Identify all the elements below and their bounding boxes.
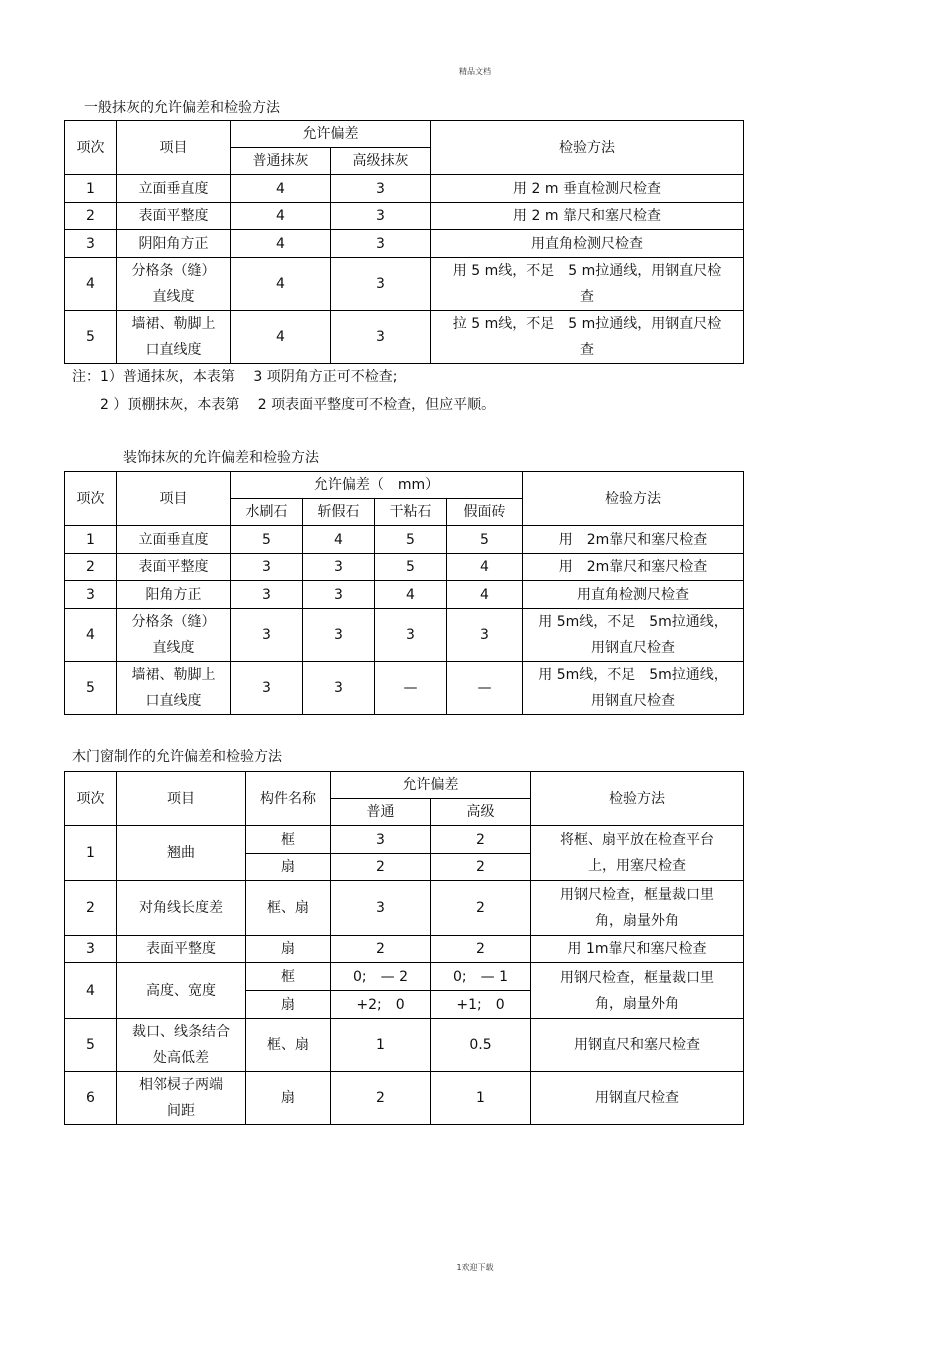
t2-head-s4: 假面砖 xyxy=(447,499,523,526)
row-value: 3 xyxy=(303,554,375,581)
row-item-line: 直线度 xyxy=(152,640,195,656)
row-method: 用钢直尺和塞尺检查 xyxy=(531,1019,744,1072)
row-method-line: 查 xyxy=(580,289,594,305)
row-value: 3 xyxy=(231,581,303,609)
row-value: 4 xyxy=(231,175,331,203)
row-method-line: 用钢尺检查，框量裁口里 xyxy=(560,969,714,986)
row-item: 表面平整度 xyxy=(117,936,246,963)
t2-head-method: 检验方法 xyxy=(523,472,744,526)
row-value: 3 xyxy=(375,609,447,662)
row-value: — xyxy=(447,662,523,715)
table2 xyxy=(64,471,744,715)
row-no: 4 xyxy=(65,258,117,311)
row-method-line: 用钢直尺检查 xyxy=(591,693,676,709)
row-value: 5 xyxy=(231,526,303,554)
row-item-line: 墙裙、勒脚上 xyxy=(131,667,216,683)
row-no: 5 xyxy=(65,1019,117,1072)
row-method-line: 用 5m线，不足 5m拉通线， xyxy=(538,614,728,630)
row-value: 2 xyxy=(331,1072,431,1125)
row-value: 0; — 2 xyxy=(331,963,431,991)
table1-note-2: 2 ）顶棚抹灰，本表第 2 项表面平整度可不检查，但应平顺。 xyxy=(100,397,496,413)
table-row xyxy=(65,826,744,854)
row-no: 5 xyxy=(65,311,117,364)
row-item: 阴阳角方正 xyxy=(117,230,231,258)
row-method xyxy=(431,311,744,364)
row-method: 用直角检测尺检查 xyxy=(431,230,744,258)
row-item-line: 相邻棂子两端 xyxy=(139,1077,223,1093)
row-value: 5 xyxy=(375,526,447,554)
row-value: 3 xyxy=(331,826,431,854)
t1-head-method: 检验方法 xyxy=(431,121,744,175)
row-value: 4 xyxy=(447,581,523,609)
row-value: 3 xyxy=(303,609,375,662)
row-value: +2; 0 xyxy=(331,991,431,1019)
table3-caption: 木门窗制作的允许偏差和检验方法 xyxy=(72,749,282,765)
row-method: 用 2m靠尺和塞尺检查 xyxy=(523,526,744,554)
row-item-line: 墙裙、勒脚上 xyxy=(131,316,216,332)
row-part: 扇 xyxy=(246,854,331,881)
row-value: 1 xyxy=(331,1019,431,1072)
table-row xyxy=(65,662,744,715)
t2-head-dev: 允许偏差（ mm） xyxy=(231,472,523,499)
table-row xyxy=(65,203,744,230)
row-no: 4 xyxy=(65,963,117,1019)
row-value: 2 xyxy=(431,826,531,854)
row-value: 4 xyxy=(375,581,447,609)
table-row xyxy=(65,963,744,991)
row-item: 翘曲 xyxy=(117,826,246,881)
row-value: 3 xyxy=(447,609,523,662)
row-value: 3 xyxy=(231,662,303,715)
row-item: 对角线长度差 xyxy=(117,881,246,936)
row-item-line: 口直线度 xyxy=(145,342,202,358)
row-method xyxy=(531,963,744,1019)
t2-head-s3: 干粘石 xyxy=(375,499,447,526)
row-part: 框 xyxy=(246,963,331,991)
row-value: — xyxy=(375,662,447,715)
row-method-line: 查 xyxy=(580,342,594,358)
row-item xyxy=(117,311,231,364)
row-item xyxy=(117,258,231,311)
table1-note-1: 注：1）普通抹灰，本表第 3 项阴角方正可不检查; xyxy=(72,369,398,385)
row-no: 2 xyxy=(65,881,117,936)
row-value: 3 xyxy=(231,609,303,662)
t1-head-sub1: 普通抹灰 xyxy=(231,148,331,175)
row-method: 用 2 m 靠尺和塞尺检查 xyxy=(431,203,744,230)
row-no: 3 xyxy=(65,936,117,963)
row-item-line: 裁口、线条结合 xyxy=(132,1024,230,1040)
table-row xyxy=(65,936,744,963)
row-method: 用 2m靠尺和塞尺检查 xyxy=(523,554,744,581)
row-item-line: 直线度 xyxy=(152,289,195,305)
row-part: 框、扇 xyxy=(246,881,331,936)
t3-head-item: 项目 xyxy=(117,772,246,826)
row-method xyxy=(523,609,744,662)
row-value: 2 xyxy=(431,936,531,963)
row-value: 3 xyxy=(331,230,431,258)
row-method-line: 用 5m线，不足 5m拉通线， xyxy=(538,667,728,683)
table1 xyxy=(64,120,744,364)
t3-head-s2: 高级 xyxy=(431,799,531,826)
row-part: 框、扇 xyxy=(246,1019,331,1072)
row-item-line: 分格条（缝） xyxy=(131,263,216,279)
table-row xyxy=(65,258,744,311)
row-method: 用 2 m 垂直检测尺检查 xyxy=(431,175,744,203)
row-method xyxy=(523,662,744,715)
row-value: 4 xyxy=(303,526,375,554)
row-item-line: 分格条（缝） xyxy=(131,614,216,630)
row-item xyxy=(117,1072,246,1125)
row-method xyxy=(531,881,744,936)
t2-head-no: 项次 xyxy=(65,472,117,526)
t2-head-item: 项目 xyxy=(117,472,231,526)
row-item: 高度、宽度 xyxy=(117,963,246,1019)
table-row xyxy=(65,881,744,936)
row-value: 3 xyxy=(303,581,375,609)
row-item-line: 处高低差 xyxy=(153,1050,209,1066)
t3-head-dev: 允许偏差 xyxy=(331,772,531,799)
row-part: 扇 xyxy=(246,1072,331,1125)
row-value: 5 xyxy=(447,526,523,554)
table-row xyxy=(65,1019,744,1072)
table-row xyxy=(65,230,744,258)
row-method-line: 用钢直尺检查 xyxy=(591,640,676,656)
row-value: 2 xyxy=(431,854,531,881)
table-row xyxy=(65,1072,744,1125)
row-value: 4 xyxy=(231,311,331,364)
row-method-line: 拉 5 m线，不足 5 m拉通线，用钢直尺检 xyxy=(452,316,722,332)
row-method-line: 用 5 m线，不足 5 m拉通线，用钢直尺检 xyxy=(452,263,722,279)
row-method: 用直角检测尺检查 xyxy=(523,581,744,609)
row-no: 2 xyxy=(65,203,117,230)
row-no: 4 xyxy=(65,609,117,662)
row-value: 0; — 1 xyxy=(431,963,531,991)
row-value: 3 xyxy=(331,175,431,203)
page-header: 精品文档 xyxy=(459,67,491,76)
row-value: 4 xyxy=(447,554,523,581)
row-value: 2 xyxy=(331,936,431,963)
row-value: 3 xyxy=(303,662,375,715)
row-no: 2 xyxy=(65,554,117,581)
row-item: 立面垂直度 xyxy=(117,175,231,203)
t1-head-no: 项次 xyxy=(65,121,117,175)
table-row xyxy=(65,175,744,203)
row-value: 3 xyxy=(331,203,431,230)
row-value: 4 xyxy=(231,258,331,311)
table1-caption: 一般抹灰的允许偏差和检验方法 xyxy=(84,100,280,116)
row-value: 3 xyxy=(231,554,303,581)
row-item xyxy=(117,1019,246,1072)
row-no: 3 xyxy=(65,581,117,609)
t1-head-sub2: 高级抹灰 xyxy=(331,148,431,175)
t3-head-method: 检验方法 xyxy=(531,772,744,826)
row-no: 1 xyxy=(65,526,117,554)
row-method-line: 用钢尺检查，框量裁口里 xyxy=(560,887,714,903)
row-value: 2 xyxy=(431,881,531,936)
row-no: 1 xyxy=(65,826,117,881)
table-row xyxy=(65,526,744,554)
row-value: 5 xyxy=(375,554,447,581)
t2-head-s1: 水刷石 xyxy=(231,499,303,526)
row-part: 框 xyxy=(246,826,331,854)
row-item: 表面平整度 xyxy=(117,554,231,581)
table3 xyxy=(64,771,744,1125)
row-item: 表面平整度 xyxy=(117,203,231,230)
t3-head-part: 构件名称 xyxy=(246,772,331,826)
row-no: 3 xyxy=(65,230,117,258)
row-item-line: 口直线度 xyxy=(145,693,202,709)
row-method-line: 角，扇量外角 xyxy=(595,913,679,929)
table-row xyxy=(65,609,744,662)
row-method-line: 上，用塞尺检查 xyxy=(588,858,686,874)
table2-caption: 装饰抹灰的允许偏差和检验方法 xyxy=(123,450,319,466)
row-method xyxy=(531,826,744,881)
page-footer: 1欢迎下载 xyxy=(456,1263,494,1272)
row-item xyxy=(117,662,231,715)
row-item: 立面垂直度 xyxy=(117,526,231,554)
row-value: +1; 0 xyxy=(431,991,531,1019)
row-item-line: 间距 xyxy=(167,1103,195,1119)
table-row xyxy=(65,311,744,364)
t1-head-item: 项目 xyxy=(117,121,231,175)
row-value: 3 xyxy=(331,258,431,311)
t2-head-s2: 斩假石 xyxy=(303,499,375,526)
row-part: 扇 xyxy=(246,991,331,1019)
row-no: 6 xyxy=(65,1072,117,1125)
row-value: 3 xyxy=(331,881,431,936)
row-no: 5 xyxy=(65,662,117,715)
row-value: 3 xyxy=(331,311,431,364)
row-method xyxy=(431,258,744,311)
row-value: 4 xyxy=(231,230,331,258)
row-value: 1 xyxy=(431,1072,531,1125)
table-row xyxy=(65,581,744,609)
row-part: 扇 xyxy=(246,936,331,963)
row-method-line: 将框、扇平放在检查平台 xyxy=(560,832,714,848)
row-item xyxy=(117,609,231,662)
row-method: 用 1m靠尺和塞尺检查 xyxy=(531,936,744,963)
row-value: 0.5 xyxy=(431,1019,531,1072)
t1-head-dev: 允许偏差 xyxy=(231,121,431,148)
table-row xyxy=(65,554,744,581)
row-method: 用钢直尺检查 xyxy=(531,1072,744,1125)
t3-head-s1: 普通 xyxy=(331,799,431,826)
row-item: 阳角方正 xyxy=(117,581,231,609)
row-value: 2 xyxy=(331,854,431,881)
row-value: 4 xyxy=(231,203,331,230)
row-method-line: 角，扇量外角 xyxy=(595,995,679,1012)
row-no: 1 xyxy=(65,175,117,203)
t3-head-no: 项次 xyxy=(65,772,117,826)
